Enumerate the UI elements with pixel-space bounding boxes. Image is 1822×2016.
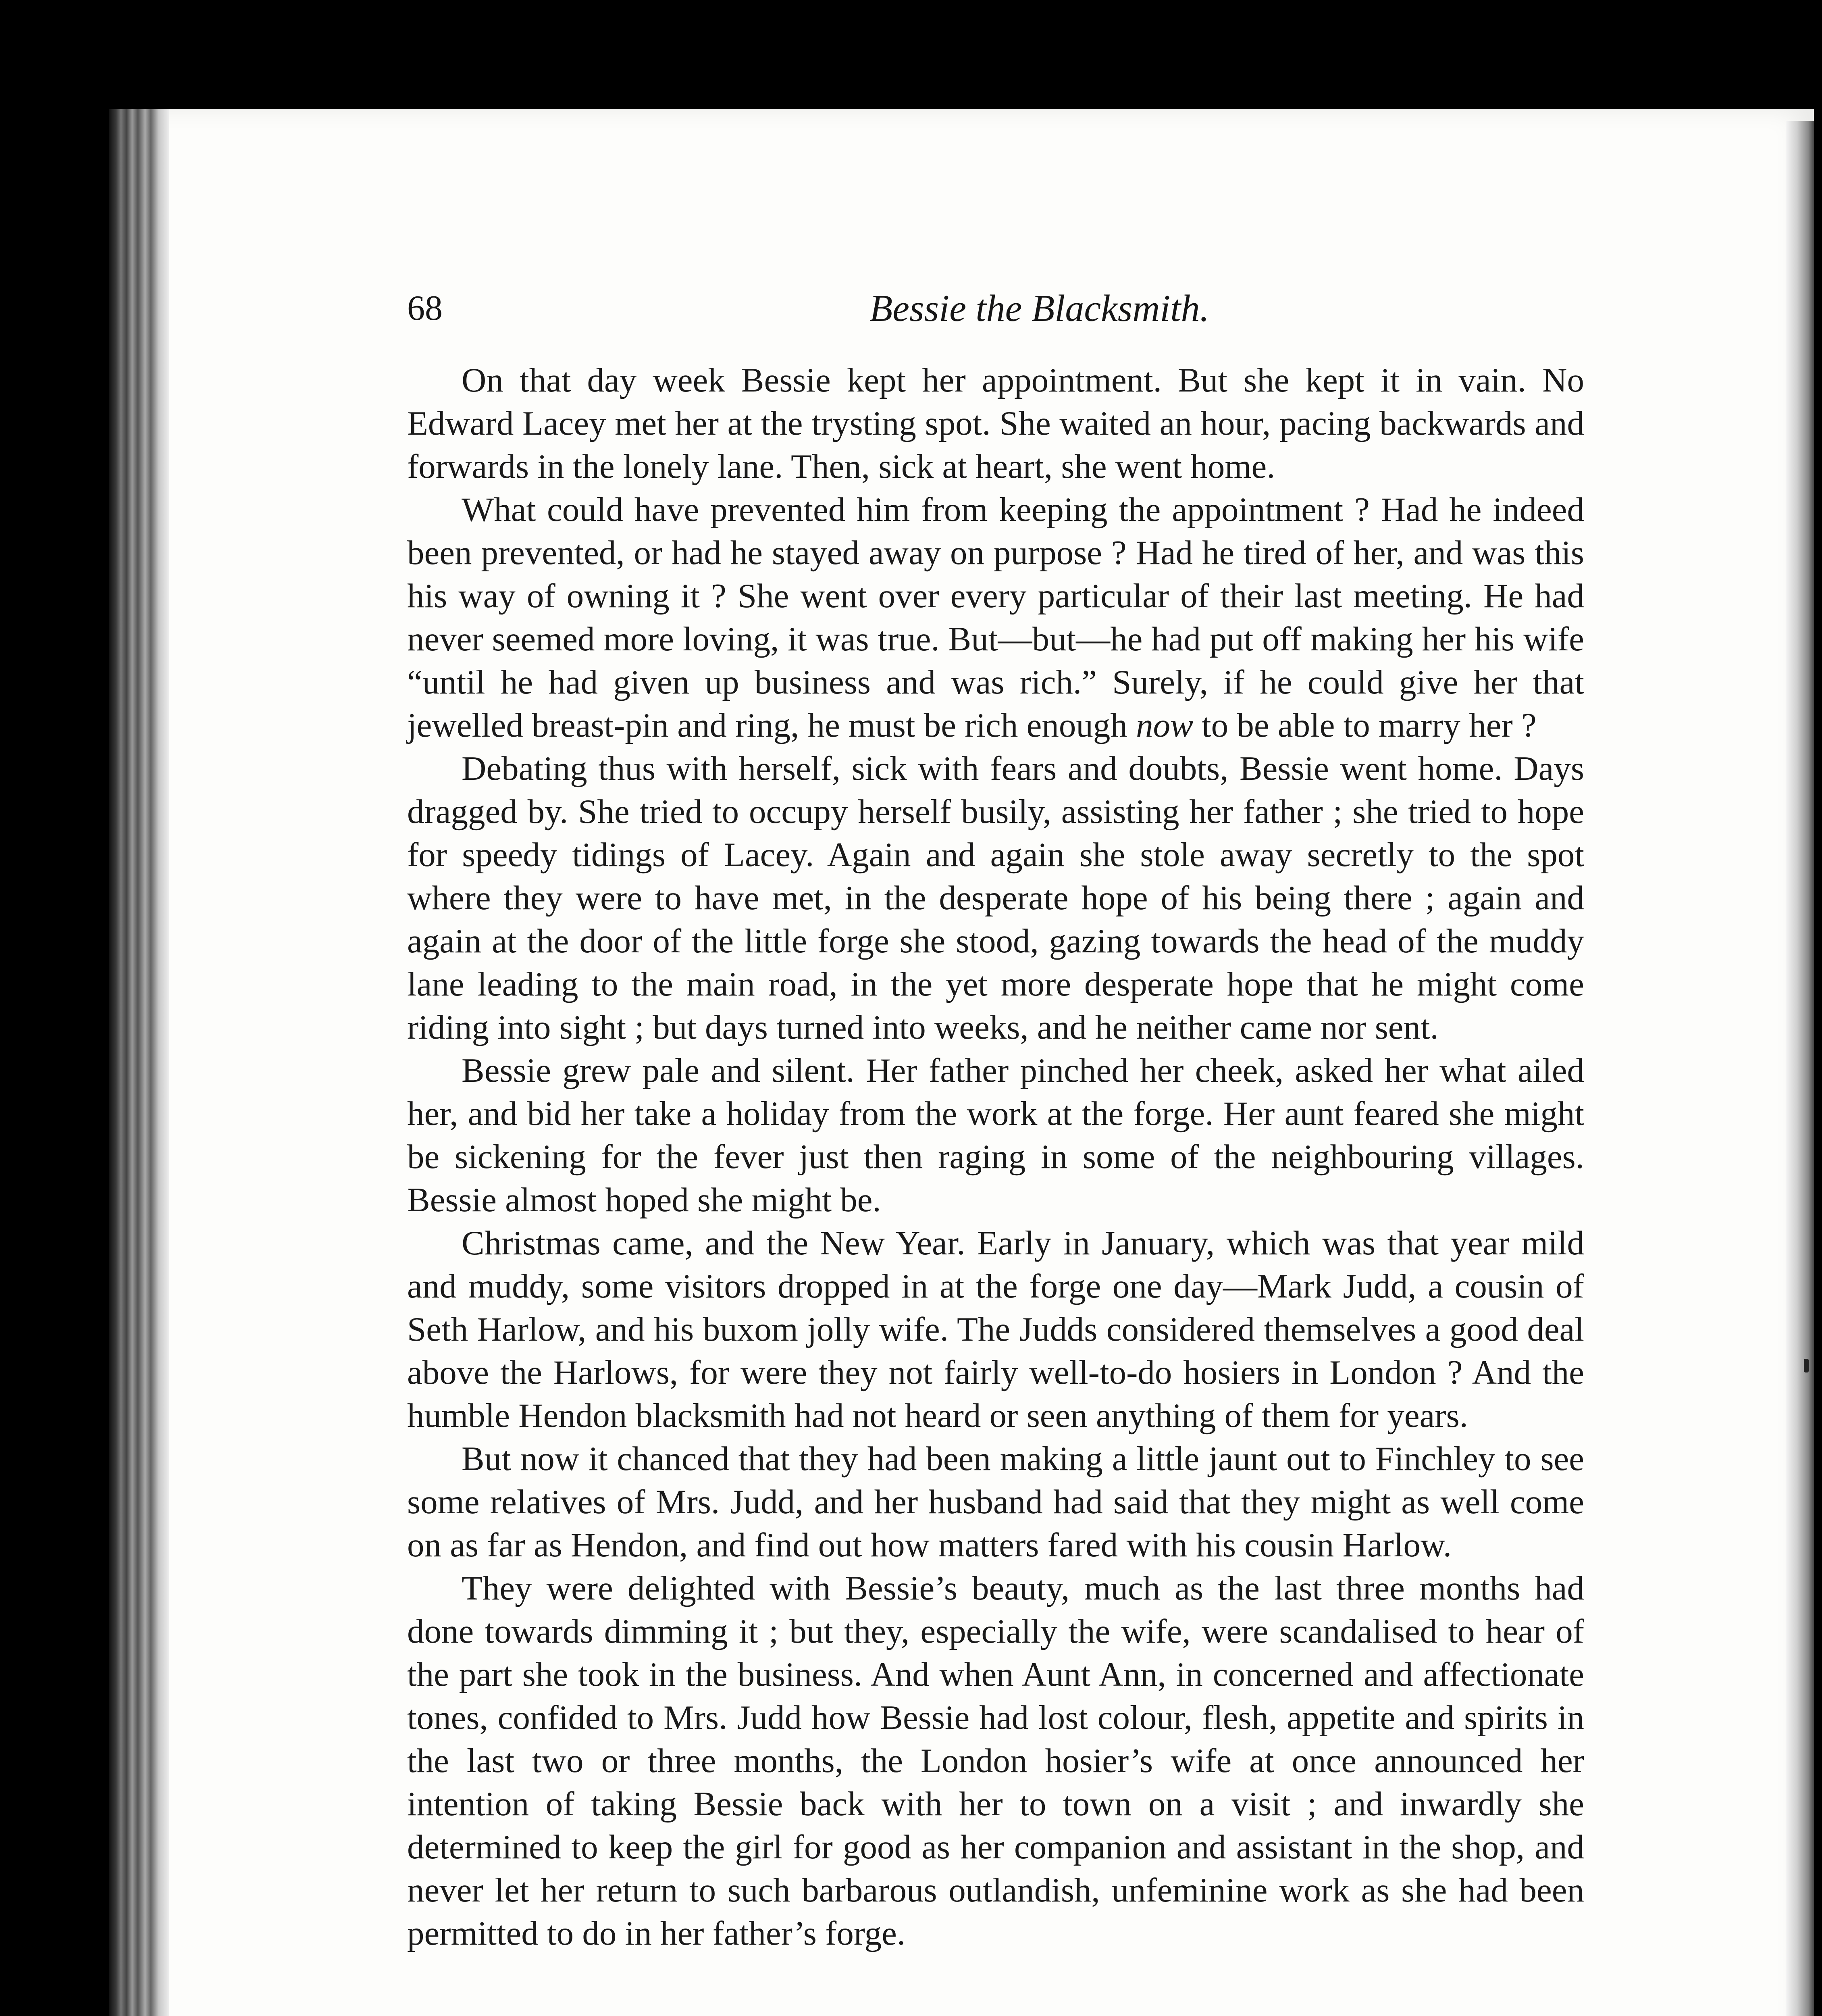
paragraph-text: Debating thus with herself, sick with fears and doubts, Bessie went home. Days dragged by. She tried to occupy herself busily, assisting her father ; she tried to hope for speedy tidings of Lacey. Again and again she stole away secretly to the spot where they were to have met, in the desperate hope of his being there ; again and again at the door of the little forge she stood, gazing towards the head of the muddy lane leading to the main road, in the yet more desperate hope that he might come riding into sight ; but days turned into weeks, and he neither came nor sent.	[407, 750, 1584, 1046]
paragraph-4	[407, 1049, 1584, 1222]
page-right-edge	[1786, 121, 1814, 2016]
paragraph-text: But now it chanced that they had been making a little jaunt out to Finchley to see some relatives of Mrs. Judd, and her husband had said that they might as well come on as far as Hendon, and find out how matters fared with his cousin Harlow.	[407, 1440, 1584, 1564]
paragraph-3	[407, 747, 1584, 1049]
ink-speck	[1804, 1359, 1809, 1372]
paragraph-text: to be able to marry her ?	[1193, 706, 1537, 744]
paragraph-text: What could have prevented him from keeping the appointment ? Had he indeed been prevented, or had he stayed away on purpose ? Had he tired of her, and was this his way of owning it ? She went over every particular of their last meeting. He had never seemed more loving, it was true. But—but—he had put off making her his wife “until he had given up business and was rich.” Surely, if he could give her that jewelled breast-pin and ring, he must be rich enough	[407, 491, 1584, 744]
paragraph-7	[407, 1567, 1584, 1955]
paragraph-text: Christmas came, and the New Year. Early in January, which was that year mild and muddy, some visitors dropped in at the forge one day—Mark Judd, a cousin of Seth Harlow, and his buxom jolly wife. The Judds considered themselves a good deal above the Harlows, for were they not fairly well-to-do hosiers in London ? And the humble Hendon blacksmith had not heard or seen anything of them for years.	[407, 1224, 1584, 1435]
running-title: Bessie the Blacksmith.	[869, 287, 1209, 329]
paragraph-6	[407, 1437, 1584, 1567]
paragraph-text: They were delighted with Bessie’s beauty, much as the last three months had done towards dimming it ; but they, especially the wife, were scandalised to hear of the part she took in the business. And when Aunt Ann, in concerned and affectionate tones, confided to Mrs. Judd how Bessie had lost colour, flesh, appetite and spirits in the last two or three months, the London hosier’s wife at once announced her intention of taking Bessie back with her to town on a visit ; and inwardly she determined to keep the girl for good as her companion and assistant in the shop, and never let her return to such barbarous outlandish, unfeminine work as she had been permitted to do in her father’s forge.	[407, 1569, 1584, 1952]
paragraph-text: On that day week Bessie kept her appointment. But she kept it in vain. No Edward Lacey met her at the trysting spot. She waited an hour, pacing backwards and forwards in the lonely lane. Then, sick at heart, she went home.	[407, 361, 1584, 485]
body-text	[407, 359, 1584, 1955]
page-binding-gutter	[109, 109, 169, 2016]
paragraph-1	[407, 359, 1584, 488]
emphasized-word: now	[1136, 706, 1193, 744]
page-number: 68	[407, 289, 443, 328]
paragraph-text: Bessie grew pale and silent. Her father pinched her cheek, asked her what ailed her, and bid her take a holiday from the work at the forge. Her aunt feared she might be sickening for the fever just then raging in some of the neighbouring villages. Bessie almost hoped she might be.	[407, 1052, 1584, 1219]
paragraph-2	[407, 488, 1584, 747]
paragraph-5	[407, 1222, 1584, 1437]
page-header	[407, 282, 1209, 335]
